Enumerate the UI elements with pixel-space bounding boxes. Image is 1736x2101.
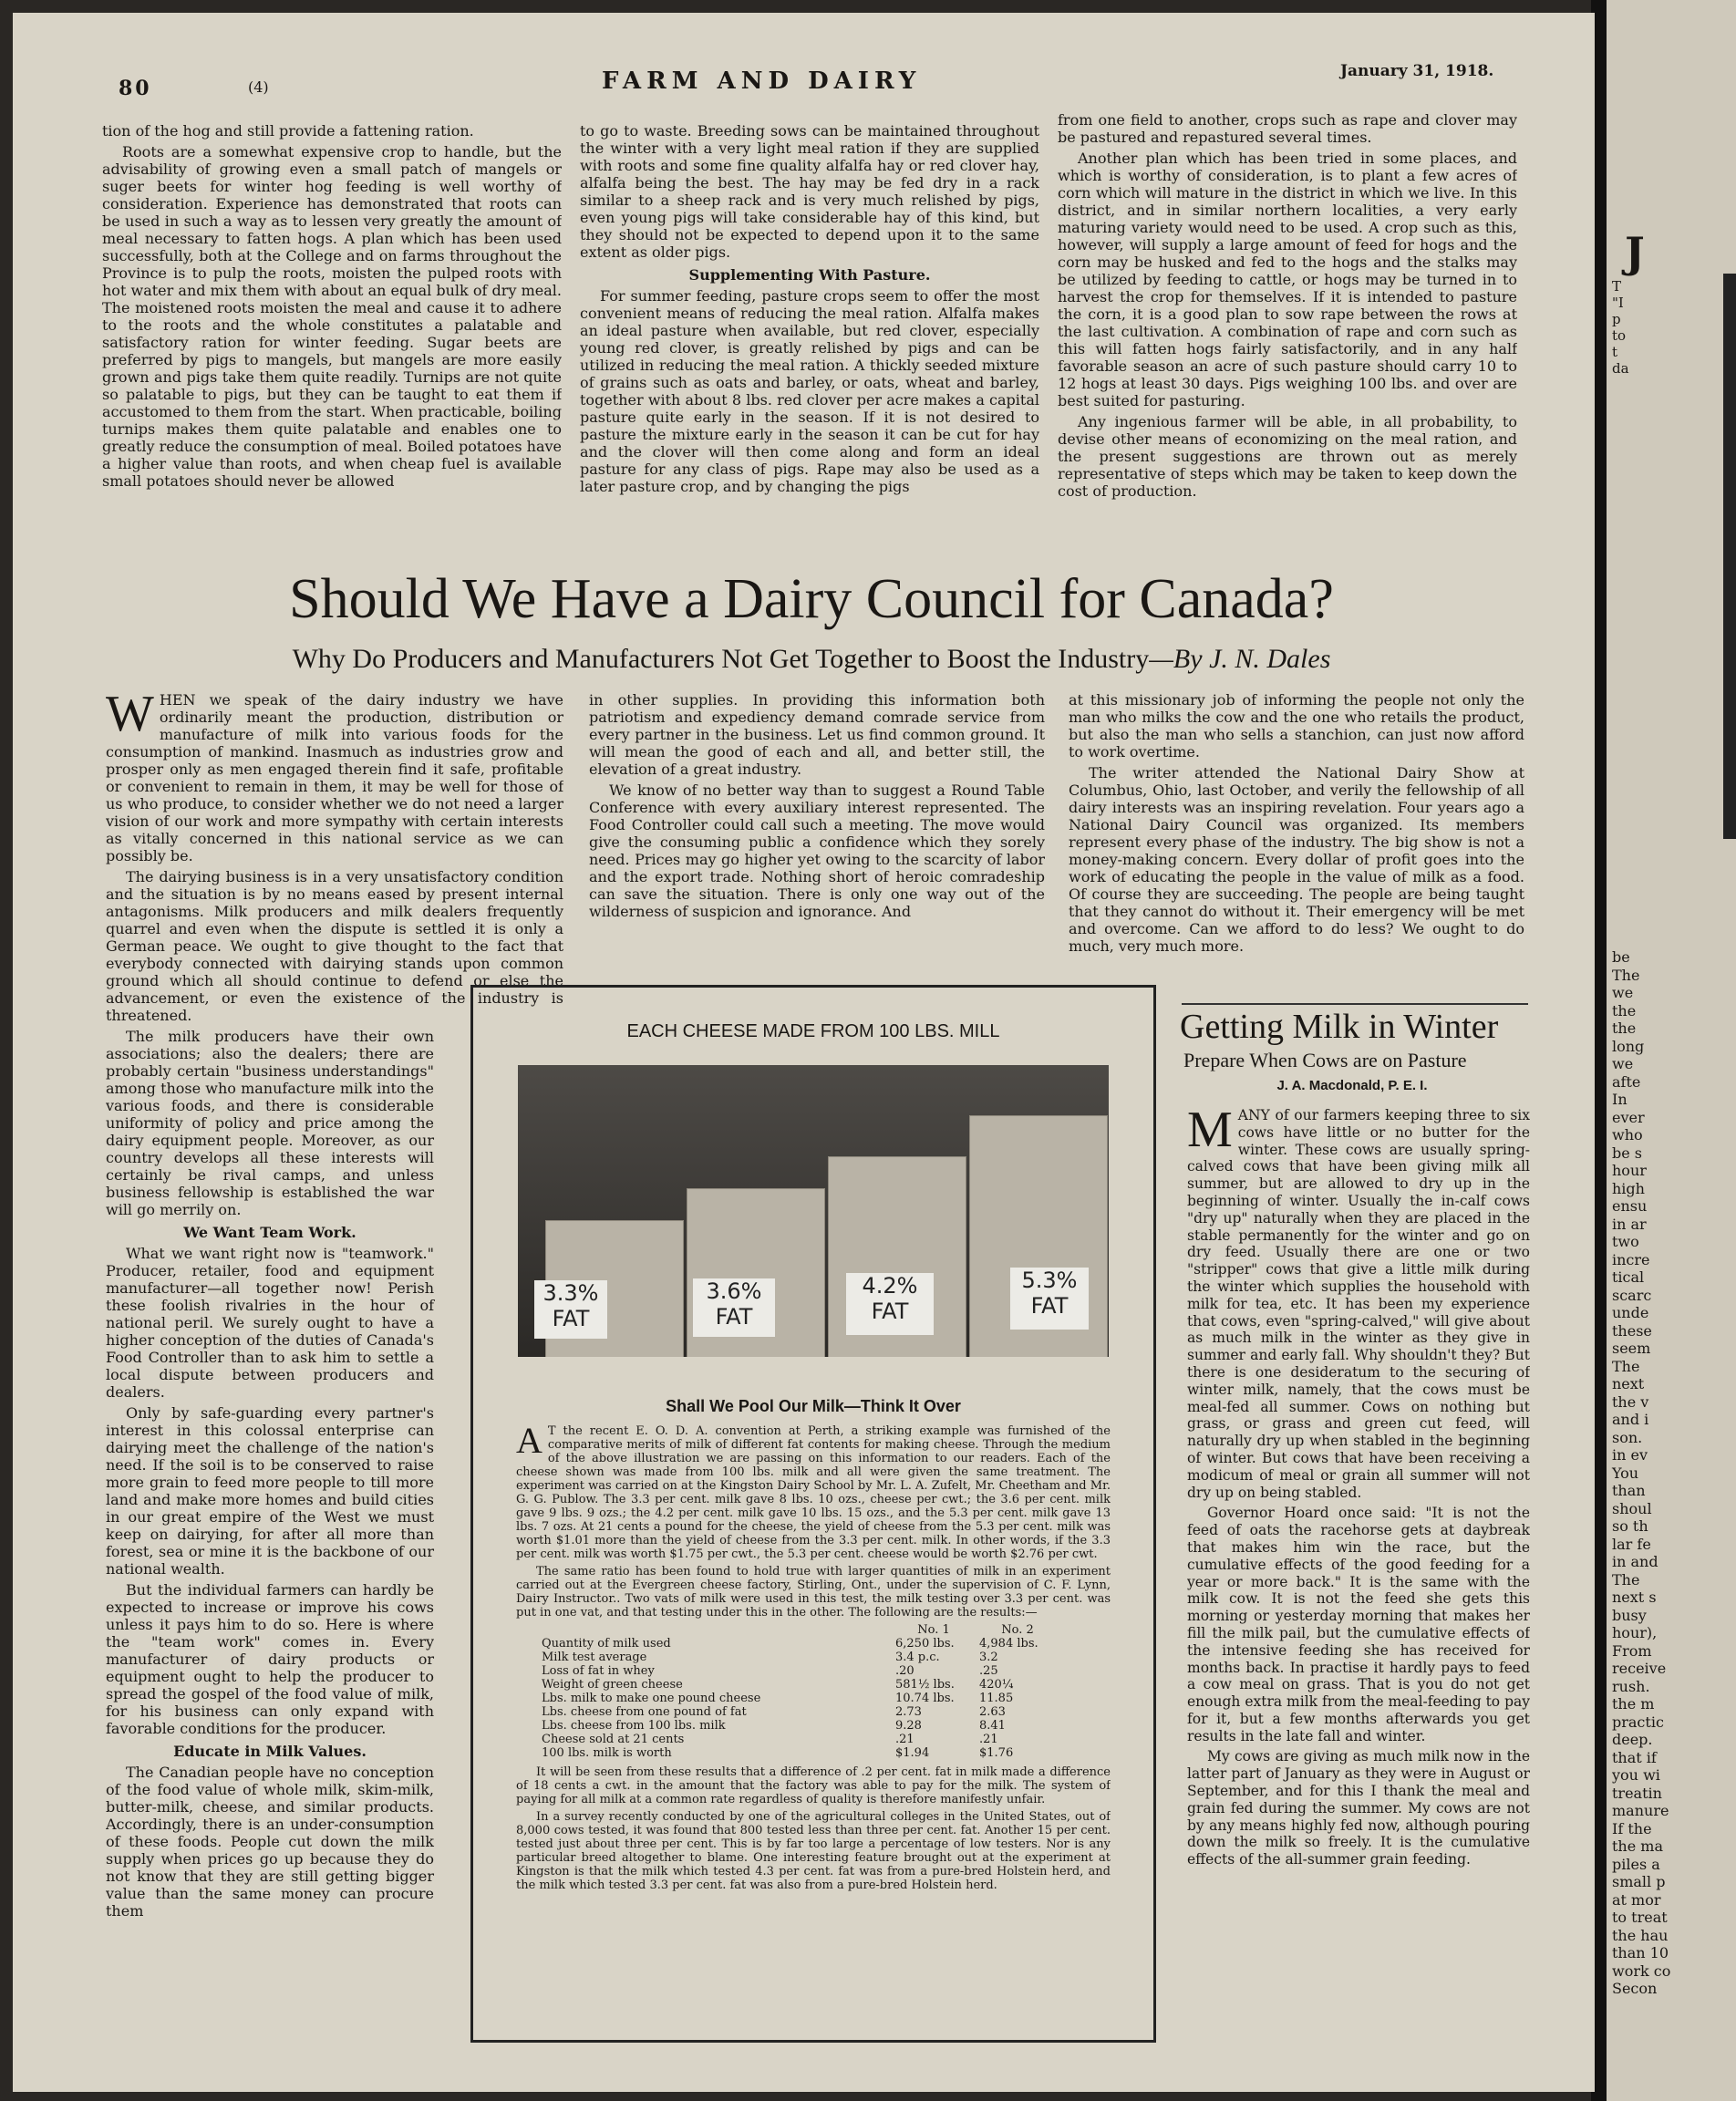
table-row bbox=[538, 1651, 1059, 1664]
article-para: We know of no better way than to suggest a Round Table Conference with every auxiliary interest represented. The Food Controller could call such a meeting. The move would give the consuming public a confidence which they sorely need. Prices may go higher yet owing to the scarcity of labor and the export trade. Nothing short of heroic comradeship can save the situation. There is only one way out of the wilderness of suspicion and ignorance. And bbox=[589, 781, 1045, 920]
box-para: The same ratio has been found to hold true with larger quantities of milk in an experiment carried out at the Evergreen cheese factory, Stirling, Ont., under the supervision of C. F. Lynn, Dairy Instructor.. Two vats of milk were used in this test, the milk testing over 3.3 per cent. was put in one vat, and that testing under this in the other. The following are the results:— bbox=[516, 1565, 1111, 1620]
table-row bbox=[538, 1719, 1059, 1733]
adjacent-text-top: T "I p to t da bbox=[1612, 278, 1629, 377]
top-col2-para: For summer feeding, pasture crops seem to offer the most convenient means of reducing the meal ration. Alfalfa makes an ideal pasture when available, but red clover, especially young red clover, is greatly relished by pigs and can be utilized in reducing the meal ration. A thickly seeded mixture of grains such as oats and barley, or oats, wheat and barley, together with about 8 lbs. red clover per acre makes a capital pasture quite early in the season. If it is not desired to pasture the mixture early in the season it can be cut for hay and the clover will then come along and form an ideal pasture for any class of pigs. Rape may also be used as a later pasture crop, and by changing the pigs bbox=[580, 287, 1039, 495]
table-cell: 9.28 bbox=[895, 1719, 922, 1733]
table-row bbox=[538, 1705, 1059, 1719]
table-header: No. 1 bbox=[917, 1623, 950, 1637]
top-col2-para: to go to waste. Breeding sows can be maintained throughout the winter with a very light meal ration if they are supplied with roots and some fine quality alfalfa hay or red clover hay, alfalfa being the best. The hay may be fed dry in a rack similar to a sheep rack and is very much relished by pigs, even young pigs will take considerable hay of this kind, but they should not be expected to depend upon it to the same extent as older pigs. bbox=[580, 122, 1039, 261]
fat-tag: 3.3% FAT bbox=[534, 1280, 607, 1339]
main-headline: Should We Have a Dairy Council for Canada? bbox=[289, 568, 1334, 630]
issue-date: January 31, 1918. bbox=[1340, 62, 1494, 80]
table-cell: 11.85 bbox=[979, 1692, 1014, 1705]
dropcap-m: M bbox=[1187, 1107, 1233, 1158]
article-para: But the individual farmers can hardly be expected to increase or improve his cows unless it pays him to do so. Here is where the "team work" comes in. Every manufacturer of dairy products or equipment ought to help the producer to spread the gospel of the food value of milk, for his business can only expand with favorable conditions for the producer. bbox=[106, 1581, 434, 1737]
fat-tag: 4.2% FAT bbox=[846, 1273, 934, 1335]
top-col1-para: Roots are a somewhat expensive crop to handle, but the advisability of growing even a small patch of mangels or suger beets for winter hog feeding is well worthy of consideration. Experience has demonstrated that roots can be used in such a way as to lessen very greatly the amount of meal necessary to fatten hogs. A plan which has been used successfully, both at the College and on farms throughout the Province is to pulp the roots, moisten the pulped roots with hot water and mix them with about an equal bulk of dry meal. The moistened roots moisten the meal and cause it to adhere to the roots and the whole constitutes a palatable and satisfactory ration for winter feeding. Sugar beets are preferred by pigs to mangels, but mangels are more easily grown and pigs take them quite readily. Turnips are not quite so palatable to pigs, but they can be taught to eat them if accustomed to them from the start. When practicable, boiling turnips makes them quite palatable and enables one to greatly reduce the consumption of meal. Boiled potatoes have a higher value than roots, and when cheap fuel is available small potatoes should never be allowed bbox=[102, 143, 562, 490]
subhead-supplementing: Supplementing With Pasture. bbox=[688, 266, 931, 284]
subtitle-text: Why Do Producers and Manufacturers Not Get Together to Boost the Industry bbox=[292, 644, 1150, 674]
table-cell: .21 bbox=[895, 1733, 914, 1746]
table-cell: 10.74 lbs. bbox=[895, 1692, 955, 1705]
table-cell: 2.63 bbox=[979, 1705, 1006, 1719]
top-column-3 bbox=[1058, 111, 1517, 540]
side-subtitle: Prepare When Cows are on Pasture bbox=[1183, 1049, 1467, 1071]
table-cell: Milk test average bbox=[542, 1651, 647, 1664]
section-mark: (4) bbox=[248, 78, 269, 96]
main-subtitle bbox=[109, 644, 1514, 675]
article-para: The milk producers have their own associations; also the dealers; there are probably certain "business understandings" among those who manufacture milk into the various foods, and there is considerable uniformity of policy and price among the dairy equipment people. Moreover, as our country develops all these interests will certainly be rival camps, and unless business fellowship is established the war will go merrily on. bbox=[106, 1028, 434, 1218]
top-col3-para: Any ingenious farmer will be able, in all probability, to devise other means of economizing on the meal ration, and the present suggestions are thrown out as merely representative of steps which may be taken to keep down the cost of production. bbox=[1058, 413, 1517, 500]
article-para: The Canadian people have no conception of the food value of whole milk, skim-milk, butter-milk, cheese, and similar products. Accordingly, there is an under-consumption of these foods. People cut down the milk supply when prices go up because they do not know that they are still getting bigger value than the same money can procure them bbox=[106, 1764, 434, 1920]
side-headline: Getting Milk in Winter bbox=[1180, 1008, 1499, 1046]
table-header-row bbox=[538, 1623, 1059, 1637]
subhead-milk-values: Educate in Milk Values. bbox=[173, 1743, 367, 1760]
adjacent-photo-edge bbox=[1723, 274, 1736, 839]
table-row bbox=[538, 1746, 1059, 1760]
top-col1-para: tion of the hog and still provide a fattening ration. bbox=[102, 122, 474, 140]
top-col3-para: from one field to another, crops such as rape and clover may be pastured and repastured several times. bbox=[1058, 111, 1517, 146]
table-row bbox=[538, 1637, 1059, 1651]
article-column-3 bbox=[1069, 691, 1524, 992]
top-column-2 bbox=[580, 122, 1039, 551]
table-cell: 420¼ bbox=[979, 1678, 1014, 1692]
adjacent-initial: J bbox=[1625, 228, 1645, 277]
adjacent-text-bottom: be The we the the long we afte In ever who be s hour high ensu in ar two incre tical scarc unde these seem The next the v and i son. in ev You than shoul so th lar fe in and The next s busy hour), From receive rush. the m practic deep. that if you wi treatin manure If the the ma piles a small p at mor to treat the hau than 10 work co Secon bbox=[1612, 948, 1671, 1997]
box-title: Shall We Pool Our Milk—Think It Over bbox=[666, 1397, 961, 1415]
table-cell: Quantity of milk used bbox=[542, 1637, 671, 1651]
results-table bbox=[538, 1623, 1059, 1760]
side-byline: J. A. Macdonald, P. E. I. bbox=[1276, 1078, 1428, 1093]
masthead: FARM AND DAIRY bbox=[602, 67, 922, 95]
table-cell: Lbs. cheese from 100 lbs. milk bbox=[542, 1719, 726, 1733]
side-rule bbox=[1182, 1003, 1528, 1005]
article-para: What we want right now is "teamwork." Producer, retailer, food and equipment manufacturer—all together now! Perish these foolish rivalries in the hour of national peril. We surely ought to have a higher conception of the duties of Canada's Food Controller than to ask him to settle a local dispute between producers and dealers. bbox=[106, 1245, 434, 1401]
side-para: Governor Hoard once said: "It is not the feed of oats the racehorse gets at daybreak that makes him win the race, but the cumulative effects of the good feeding for a year or more back." It is the same with the milk cow. It is not the feed she gets this morning or yesterday morning that makes her fill the milk pail, but the cumulative effects of the intensive feeding she has received for months back. In practise it hardly pays to feed a cow meal on grass. That is you do not get enough extra milk from the meal-feeding to pay for it, but a few months afterwards you get results in the late fall and winter. bbox=[1187, 1505, 1530, 1744]
box-para: T the recent E. O. D. A. convention at Perth, a striking example was furnished of the comparative merits of milk of different fat contents for making cheese. Through the medium of the above illustration we are passing on this information to our readers. Each of the cheese shown was made from 100 lbs. milk and all were given the same treatment. The experiment was carried on at the Kingston Dairy School by Mr. L. A. Zufelt, Mr. Cheetham and Mr. G. G. Publow. The 3.3 per cent. milk gave 8 lbs. 10 ozs., cheese per cwt.; the 3.6 per cent. milk gave 9 lbs. 9 ozs.; the 4.2 per cent. milk gave 10 lbs. 15 ozs., and the 5.3 per cent. milk gave 13 lbs. 7 ozs. At 21 cents a pound for the cheese, the yield of cheese from the 5.3 per cent. milk was worth $1.01 more than the yield of cheese from the 3.3 per cent. milk. In other words, if the 3.3 per cent. milk was worth $1.75 per cwt., the 5.3 per cent. cheese would be worth $2.76 per cwt. bbox=[516, 1424, 1111, 1561]
subhead-team-work: We Want Team Work. bbox=[183, 1224, 356, 1241]
box-text bbox=[516, 1424, 1111, 2026]
table-cell: $1.76 bbox=[979, 1746, 1014, 1760]
table-cell: 3.2 bbox=[979, 1651, 998, 1664]
fat-tag: 5.3% FAT bbox=[1010, 1268, 1089, 1330]
table-row bbox=[538, 1664, 1059, 1678]
table-cell: Loss of fat in whey bbox=[542, 1664, 655, 1678]
table-cell: 8.41 bbox=[979, 1719, 1006, 1733]
article-column-2 bbox=[589, 691, 1045, 965]
table-row bbox=[538, 1678, 1059, 1692]
side-article-text bbox=[1187, 1107, 1530, 2037]
box-para: It will be seen from these results that a difference of .2 per cent. fat in milk made a difference of 18 cents a cwt. in the amount that the factory was able to pay for the milk. The system of paying for all milk at a common rate regardless of quality is therefore manifestly unfair. bbox=[516, 1765, 1111, 1806]
dropcap-w: W bbox=[106, 691, 154, 742]
table-cell: 3.4 p.c. bbox=[895, 1651, 940, 1664]
table-cell: .25 bbox=[979, 1664, 998, 1678]
table-cell: 581½ lbs. bbox=[895, 1678, 955, 1692]
box-para: In a survey recently conducted by one of the agricultural colleges in the United States, out of 8,000 cows tested, it was found that 800 tested less than three per cent. fat. Another 15 per cent. tested just about three per cent. This is by far too large a percentage of low testers. Nor is any particular breed altogether to blame. One interesting feature brought out at the experiment at Kingston is that the milk which tested 4.3 per cent. fat was from a pure-bred Holstein herd, and the milk which tested 3.3 per cent. fat was also from a pure-bred Holstein herd. bbox=[516, 1810, 1111, 1892]
byline: —By J. N. Dales bbox=[1149, 644, 1331, 674]
top-col3-para: Another plan which has been tried in some places, and which is worthy of consideration, is to plant a few acres of corn which will mature in the district in which we live. In this district, and in similar northern localities, a very early maturing variety would need to be used. A crop such as this, however, will supply a large amount of feed for hogs and the corn may be husked and fed to the hogs and the stalks may be utilized by feeding to cattle, or hogs may be turned in to harvest the crop for themselves. If it is intended to pasture the corn, it is a good plan to sow rape between the rows at the last cultivation. A combination of rape and corn such as this will fatten hogs fairly satisfactorily, and in any half favorable season an acre of such pasture should carry 10 to 12 hogs at least 30 days. Pigs weighing 100 lbs. and over are best suited for pasturing. bbox=[1058, 150, 1517, 409]
article-para: The dairying business is in a very unsatisfactory condition and the situation is by no means eased by present internal antagonisms. Milk producers and milk dealers frequently quarrel and even when the dispute is settled it is only a German peace. We ought to give thought to the fact that everybody connected with dairying stands upon common ground which all should continue to defend or else the advancement, or even the existence of the industry is threatened. bbox=[106, 868, 563, 1024]
table-cell: .20 bbox=[895, 1664, 914, 1678]
photo-caption: EACH CHEESE MADE FROM 100 LBS. MILL bbox=[626, 1021, 1000, 1041]
table-header bbox=[538, 1623, 892, 1637]
article-para: at this missionary job of informing the people not only the man who milks the cow and the one who retails the product, but also the man who sells a stanchion, can just now afford to work overtime. bbox=[1069, 691, 1524, 761]
table-cell: Weight of green cheese bbox=[542, 1678, 683, 1692]
article-para: HEN we speak of the dairy industry we have ordinarily meant the production, distribution or manufacture of milk into various foods for the consumption of mankind. Inasmuch as industries grow and prosper only as men engaged therein find it safe, profitable or convenient to remain in them, it may be well for those of us who produce, to consider whether we do not need a larger vision of our work and more sympathy with certain interests as vitally concerned in this national service as we can possibly be. bbox=[106, 691, 563, 864]
adjacent-page bbox=[1607, 0, 1736, 2101]
table-cell: Lbs. cheese from one pound of fat bbox=[542, 1705, 747, 1719]
page-number: 80 bbox=[119, 77, 152, 100]
table-cell: 100 lbs. milk is worth bbox=[542, 1746, 672, 1760]
table-cell: 4,984 lbs. bbox=[979, 1637, 1038, 1651]
table-cell: Lbs. milk to make one pound cheese bbox=[542, 1692, 761, 1705]
dropcap-a: A bbox=[516, 1424, 542, 1461]
table-header: No. 2 bbox=[1001, 1623, 1034, 1637]
top-column-1 bbox=[102, 122, 562, 551]
fat-tag: 3.6% FAT bbox=[693, 1278, 775, 1337]
article-para: in other supplies. In providing this information both patriotism and expediency demand comrade service from every partner in the business. Let us find common ground. It will mean the good of each and all, and better still, the elevation of a great industry. bbox=[589, 691, 1045, 778]
side-para: My cows are giving as much milk now in the latter part of January as they were in August or September, and for this I thank the meal and grain fed during the summer. My cows are not by any means highly fed now, although pouring down the milk so freely. It is the cumulative effects of the all-summer grain feeding. bbox=[1187, 1748, 1530, 1868]
table-cell: 6,250 lbs. bbox=[895, 1637, 955, 1651]
table-row bbox=[538, 1692, 1059, 1705]
side-para: ANY of our farmers keeping three to six cows have little or no butter for the winter. These cows are usually spring-calved cows that have been giving milk all summer, but are allowed to dry up in the beginning of winter. Usually the in-calf cows "dry up" naturally when they are placed in the stable permanently for the winter and go on dry feed. Usually there are one or two "stripper" cows that give a little milk during the winter which supplies the household with milk for tea, etc. It has been my experience that cows, even "spring-calved," will give about as much milk in the winter as they give in summer and early fall. Why shouldn't they? But there is one desideratum to the securing of winter milk, namely, that the cows must be meal-fed all summer. Cows on nothing but grass, or grass and green cut feed, will naturally dry up when stabled in the beginning of winter. But cows that have been receiving a modicum of meal or grain all summer will not dry up on being stabled. bbox=[1187, 1107, 1530, 1501]
article-para: Only by safe-guarding every partner's interest in this colossal enterprise can dairying meet the challenge of the nation's need. If the soil is to be conserved to raise more grain to feed more people to till more land and make more homes and build cities in our great empire of the West we must keep on dairying, for after all more than forest, sea or mine it is the backbone of our national wealth. bbox=[106, 1404, 434, 1578]
table-cell: .21 bbox=[979, 1733, 998, 1746]
article-para: The writer attended the National Dairy Show at Columbus, Ohio, last October, and verily the fellowship of all dairy interests was an inspiring revelation. Four years ago a National Dairy Council was organized. Its members represent every phase of the industry. The big show is not a money-making concern. Every dollar of profit goes into the work of educating the people in the value of milk as a food. Of course they are succeeding. The people are being taught that they cannot do without it. Their emergency will be met and overcome. Can we afford to do less? We ought to do much, very much more. bbox=[1069, 764, 1524, 955]
table-row bbox=[538, 1733, 1059, 1746]
cheese-photo bbox=[518, 1065, 1109, 1357]
table-cell: $1.94 bbox=[895, 1746, 930, 1760]
table-cell: Cheese sold at 21 cents bbox=[542, 1733, 685, 1746]
table-cell: 2.73 bbox=[895, 1705, 922, 1719]
